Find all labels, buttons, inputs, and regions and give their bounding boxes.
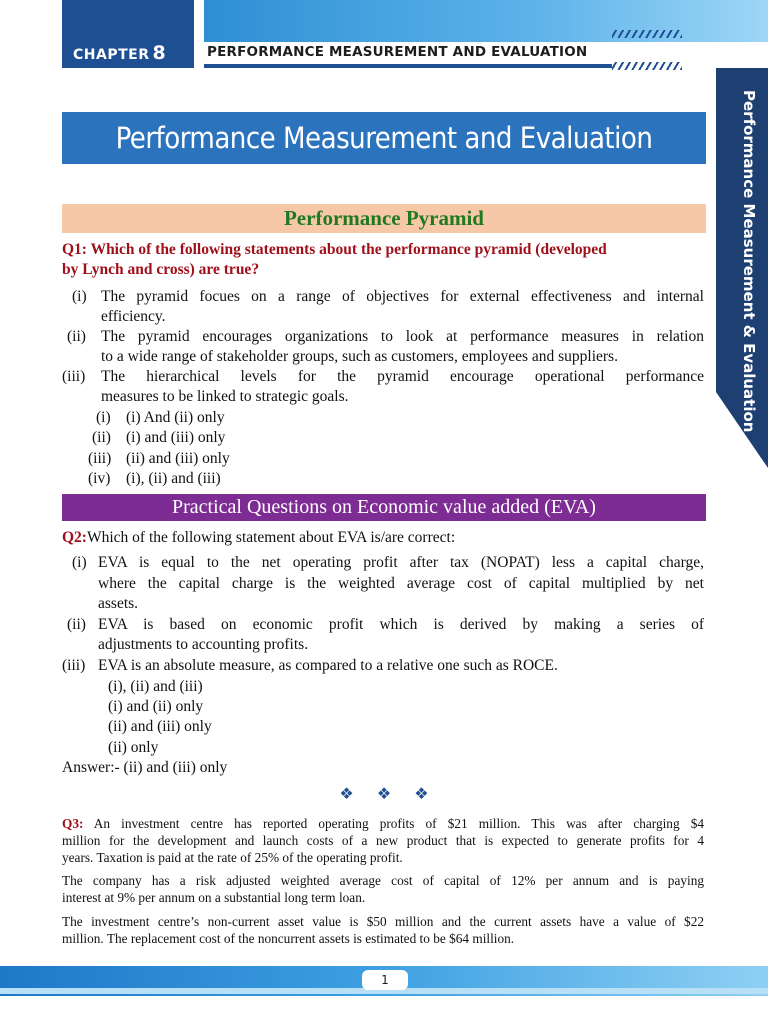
q1-option-text: (ii) and (iii) only xyxy=(126,450,230,467)
chapter-number: 8 xyxy=(152,42,166,64)
q1-title-line1: Q1: Which of the following statements about the performance pyramid (developed xyxy=(62,241,607,258)
q1-statement-text: The pyramid focues on a range of objectives for external effectiveness and internal xyxy=(101,288,704,305)
q3-para3-line1: The investment centre’s non-current asset value is $50 million and the current assets have a value of $22 xyxy=(62,914,704,929)
q2-statement-text: EVA is equal to the net operating profit after tax (NOPAT) less a capital charge, xyxy=(98,554,704,571)
q1-statement-text: efficiency. xyxy=(101,308,166,325)
q1-option-num: (i) xyxy=(96,409,111,426)
q1-option-text: (i) and (iii) only xyxy=(126,429,226,446)
chapter-label: CHAPTER xyxy=(73,47,150,63)
chapter-title: PERFORMANCE MEASUREMENT AND EVALUATION xyxy=(207,44,588,60)
q1-statement-num: (ii) xyxy=(67,328,86,345)
header-hatch-top xyxy=(612,30,682,38)
q3-para3-line2: million. The replacement cost of the noncurrent assets is estimated to be $64 million. xyxy=(62,931,515,946)
q1-statement-num: (i) xyxy=(72,288,87,305)
q2-statement-num: (i) xyxy=(72,554,87,571)
q1-statement-text: to a wide range of stakeholder groups, such as customers, employees and suppliers. xyxy=(101,348,618,365)
section-heading-eva: Practical Questions on Economic value added (EVA) xyxy=(62,494,706,521)
q3-label: Q3: xyxy=(62,816,84,831)
q2-statement-text: assets. xyxy=(98,595,139,612)
q2-label: Q2: xyxy=(62,529,87,546)
q1-option-num: (iii) xyxy=(88,450,112,467)
q3-para1-line3: years. Taxation is paid at the rate of 25% of the operating profit. xyxy=(62,850,403,865)
divider-ornament: ❖ ❖ ❖ xyxy=(339,784,429,803)
q2-option: (ii) only xyxy=(108,739,159,756)
header-rule xyxy=(204,64,612,68)
q1-option-text: (i) And (ii) only xyxy=(126,409,225,426)
q3-para1-line2: million for the development and launch costs of a new product that is expected to generate profits for 4 xyxy=(62,833,704,848)
q2-title xyxy=(62,528,455,548)
page-number: 1 xyxy=(362,970,408,990)
q1-option-text: (i), (ii) and (iii) xyxy=(126,470,221,487)
chapter-tab xyxy=(62,0,194,68)
q3-text: An investment centre has reported operating profits of $21 million. This was after charging $4 xyxy=(83,816,704,831)
q3-para1-line1 xyxy=(62,815,704,832)
q2-option: (i), (ii) and (iii) xyxy=(108,678,203,695)
q3-para2-line1: The company has a risk adjusted weighted average cost of capital of 12% per annum and is paying xyxy=(62,873,704,888)
q1-option-num: (ii) xyxy=(92,429,111,446)
q2-statement-text: where the capital charge is the weighted average cost of capital multiplied by net xyxy=(98,575,704,592)
page-title: Performance Measurement and Evaluation xyxy=(62,112,706,164)
header-strip xyxy=(204,0,768,42)
q1-title-line2: by Lynch and cross) are true? xyxy=(62,261,260,278)
q1-statement-text: The hierarchical levels for the pyramid encourage operational performance xyxy=(101,368,704,385)
q2-answer: Answer:- (ii) and (iii) only xyxy=(62,759,228,776)
q1-statement-text: The pyramid encourages organizations to look at performance measures in relation xyxy=(101,328,704,345)
q2-option: (i) and (ii) only xyxy=(108,698,204,715)
q1-option-num: (iv) xyxy=(88,470,111,487)
q1-statement-text: measures to be linked to strategic goals. xyxy=(101,388,349,405)
q2-statement-num: (ii) xyxy=(67,616,86,633)
q2-option: (ii) and (iii) only xyxy=(108,718,212,735)
q3-para2-line2: interest at 9% per annum on a substantial long term loan. xyxy=(62,890,366,905)
q2-statement-text: adjustments to accounting profits. xyxy=(98,636,309,653)
section-heading-performance-pyramid: Performance Pyramid xyxy=(62,204,706,233)
side-tab-label: Performance Measurement & Evaluation xyxy=(740,90,758,433)
q2-statement-num: (iii) xyxy=(62,657,86,674)
q2-statement-text: EVA is based on economic profit which is derived by making a series of xyxy=(98,616,704,633)
header-hatch-bottom xyxy=(612,62,682,70)
q2-title-text: Which of the following statement about EVA is/are correct: xyxy=(86,529,456,546)
q2-statement-text: EVA is an absolute measure, as compared to a relative one such as ROCE. xyxy=(98,657,558,674)
q1-statement-num: (iii) xyxy=(62,368,86,385)
